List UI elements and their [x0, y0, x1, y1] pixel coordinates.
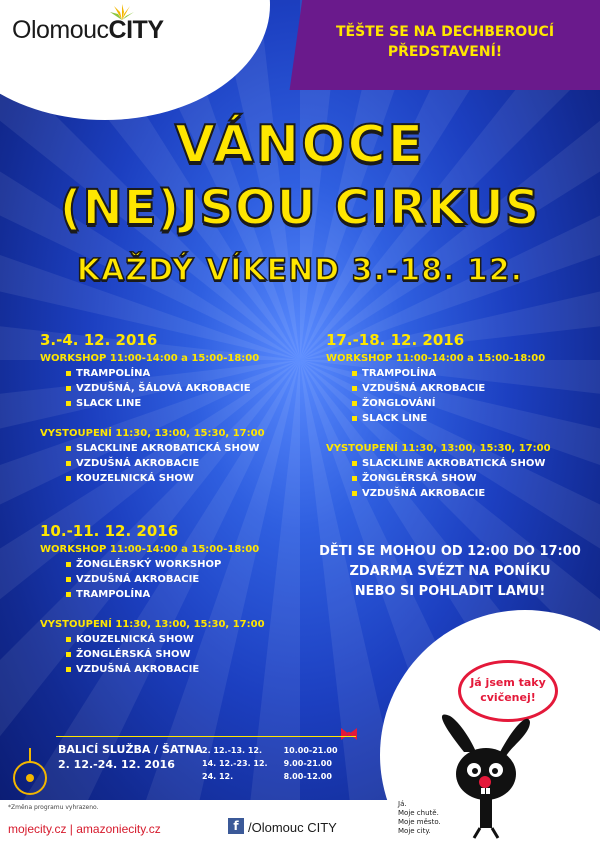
- motto-line: Já.: [398, 800, 407, 808]
- list-item: KOUZELNICKÁ SHOW: [40, 632, 265, 647]
- logo-text-light: Olomouc: [12, 16, 109, 44]
- bubble-line2: cvičenej!: [480, 691, 536, 704]
- list-item: KOUZELNICKÁ SHOW: [40, 471, 265, 486]
- event-block-10-11: [40, 521, 265, 677]
- logo-text-bold: CITY: [108, 16, 164, 44]
- info-line3: NEBO SI POHLADIT LAMU!: [354, 584, 546, 599]
- table-row: [202, 758, 352, 769]
- disclaimer: *Změna programu vyhrazeno.: [8, 804, 99, 811]
- table-row: [202, 745, 352, 756]
- motto-line: Moje město.: [398, 818, 441, 826]
- tagline-line2: PŘEDSTAVENÍ!: [387, 44, 503, 60]
- ornament-icon: [8, 748, 52, 798]
- list-item: VZDUŠNÁ AKROBACIE: [40, 456, 265, 471]
- subtitle-weekends: KAŽDÝ VÍKEND 3.-18. 12.: [76, 253, 524, 288]
- list-item: SLACK LINE: [40, 396, 265, 411]
- motto: [398, 800, 441, 836]
- wrapping-schedule: [200, 743, 354, 784]
- show-label: VYSTOUPENÍ 11:30, 13:00, 15:30, 17:00: [326, 443, 551, 454]
- list-item: ŽONGLÉRSKÝ WORKSHOP: [40, 557, 265, 572]
- info-line2: ZDARMA SVÉZT NA PONÍKU: [349, 564, 551, 579]
- bunny-mascot-icon: [430, 712, 540, 840]
- list-item: VZDUŠNÁ AKROBACIE: [326, 486, 551, 501]
- wrapping-dates: 2. 12.-24. 12. 2016: [58, 758, 175, 771]
- wrapping-service: [58, 742, 203, 772]
- website-links[interactable]: mojecity.cz | amazoniecity.cz: [8, 822, 161, 836]
- schedule-hours: 8.00-12.00: [283, 772, 332, 781]
- list-item: VZDUŠNÁ AKROBACIE: [40, 572, 265, 587]
- list-item: TRAMPOLÍNA: [40, 366, 265, 381]
- workshop-label: WORKSHOP 11:00-14:00 a 15:00-18:00: [40, 353, 260, 364]
- list-item: VZDUŠNÁ AKROBACIE: [326, 381, 551, 396]
- info-line1: DĚTI SE MOHOU OD 12:00 DO 17:00: [319, 544, 581, 559]
- list-item: ŽONGLOVÁNÍ: [326, 396, 551, 411]
- list-item: ŽONGLÉRSKÁ SHOW: [40, 647, 265, 662]
- schedule-hours: 10.00-21.00: [283, 746, 338, 755]
- title-line-1: VÁNOCE: [174, 115, 426, 175]
- gift-bow-icon: [339, 727, 359, 741]
- facebook-link[interactable]: /Olomouc CITY: [248, 820, 337, 835]
- list-item: SLACK LINE: [326, 411, 551, 426]
- list-item: ŽONGLÉRSKÁ SHOW: [326, 471, 551, 486]
- schedule-days: 14. 12.-23. 12.: [202, 759, 268, 768]
- list-item: VZDUŠNÁ, ŠÁLOVÁ AKROBACIE: [40, 381, 265, 396]
- list-item: TRAMPOLÍNA: [326, 366, 551, 381]
- schedule-hours: 9.00-21.00: [283, 759, 332, 768]
- workshop-label: WORKSHOP 11:00-14:00 a 15:00-18:00: [40, 544, 260, 555]
- title-line-2: (NE)JSOU CIRKUS: [59, 180, 541, 236]
- pony-info: [300, 542, 600, 602]
- facebook-icon[interactable]: f: [228, 818, 244, 834]
- divider: [56, 736, 356, 737]
- schedule-days: 24. 12.: [202, 772, 234, 781]
- event-block-3-4: [40, 330, 265, 486]
- olomouc-city-logo: [12, 16, 164, 45]
- bubble-line1: Já jsem taky: [470, 676, 546, 689]
- list-item: TRAMPOLÍNA: [40, 587, 265, 602]
- table-row: [202, 771, 352, 782]
- motto-line: Moje city.: [398, 827, 431, 835]
- list-item: VZDUŠNÁ AKROBACIE: [40, 662, 265, 677]
- tagline: [310, 22, 580, 62]
- schedule-days: 2. 12.-13. 12.: [202, 746, 263, 755]
- list-item: SLACKLINE AKROBATICKÁ SHOW: [326, 456, 551, 471]
- show-label: VYSTOUPENÍ 11:30, 13:00, 15:30, 17:00: [40, 619, 265, 630]
- event-date: 17.-18. 12. 2016: [326, 331, 465, 349]
- list-item: SLACKLINE AKROBATICKÁ SHOW: [40, 441, 265, 456]
- motto-line: Moje chutě.: [398, 809, 439, 817]
- wrapping-label: BALICÍ SLUŽBA / ŠATNA: [58, 743, 203, 756]
- tagline-line1: TĚŠTE SE NA DECHBEROUCÍ: [335, 24, 555, 40]
- event-block-17-18: [326, 330, 551, 501]
- event-date: 10.-11. 12. 2016: [40, 522, 179, 540]
- workshop-label: WORKSHOP 11:00-14:00 a 15:00-18:00: [326, 353, 546, 364]
- show-label: VYSTOUPENÍ 11:30, 13:00, 15:30, 17:00: [40, 428, 265, 439]
- event-date: 3.-4. 12. 2016: [40, 331, 158, 349]
